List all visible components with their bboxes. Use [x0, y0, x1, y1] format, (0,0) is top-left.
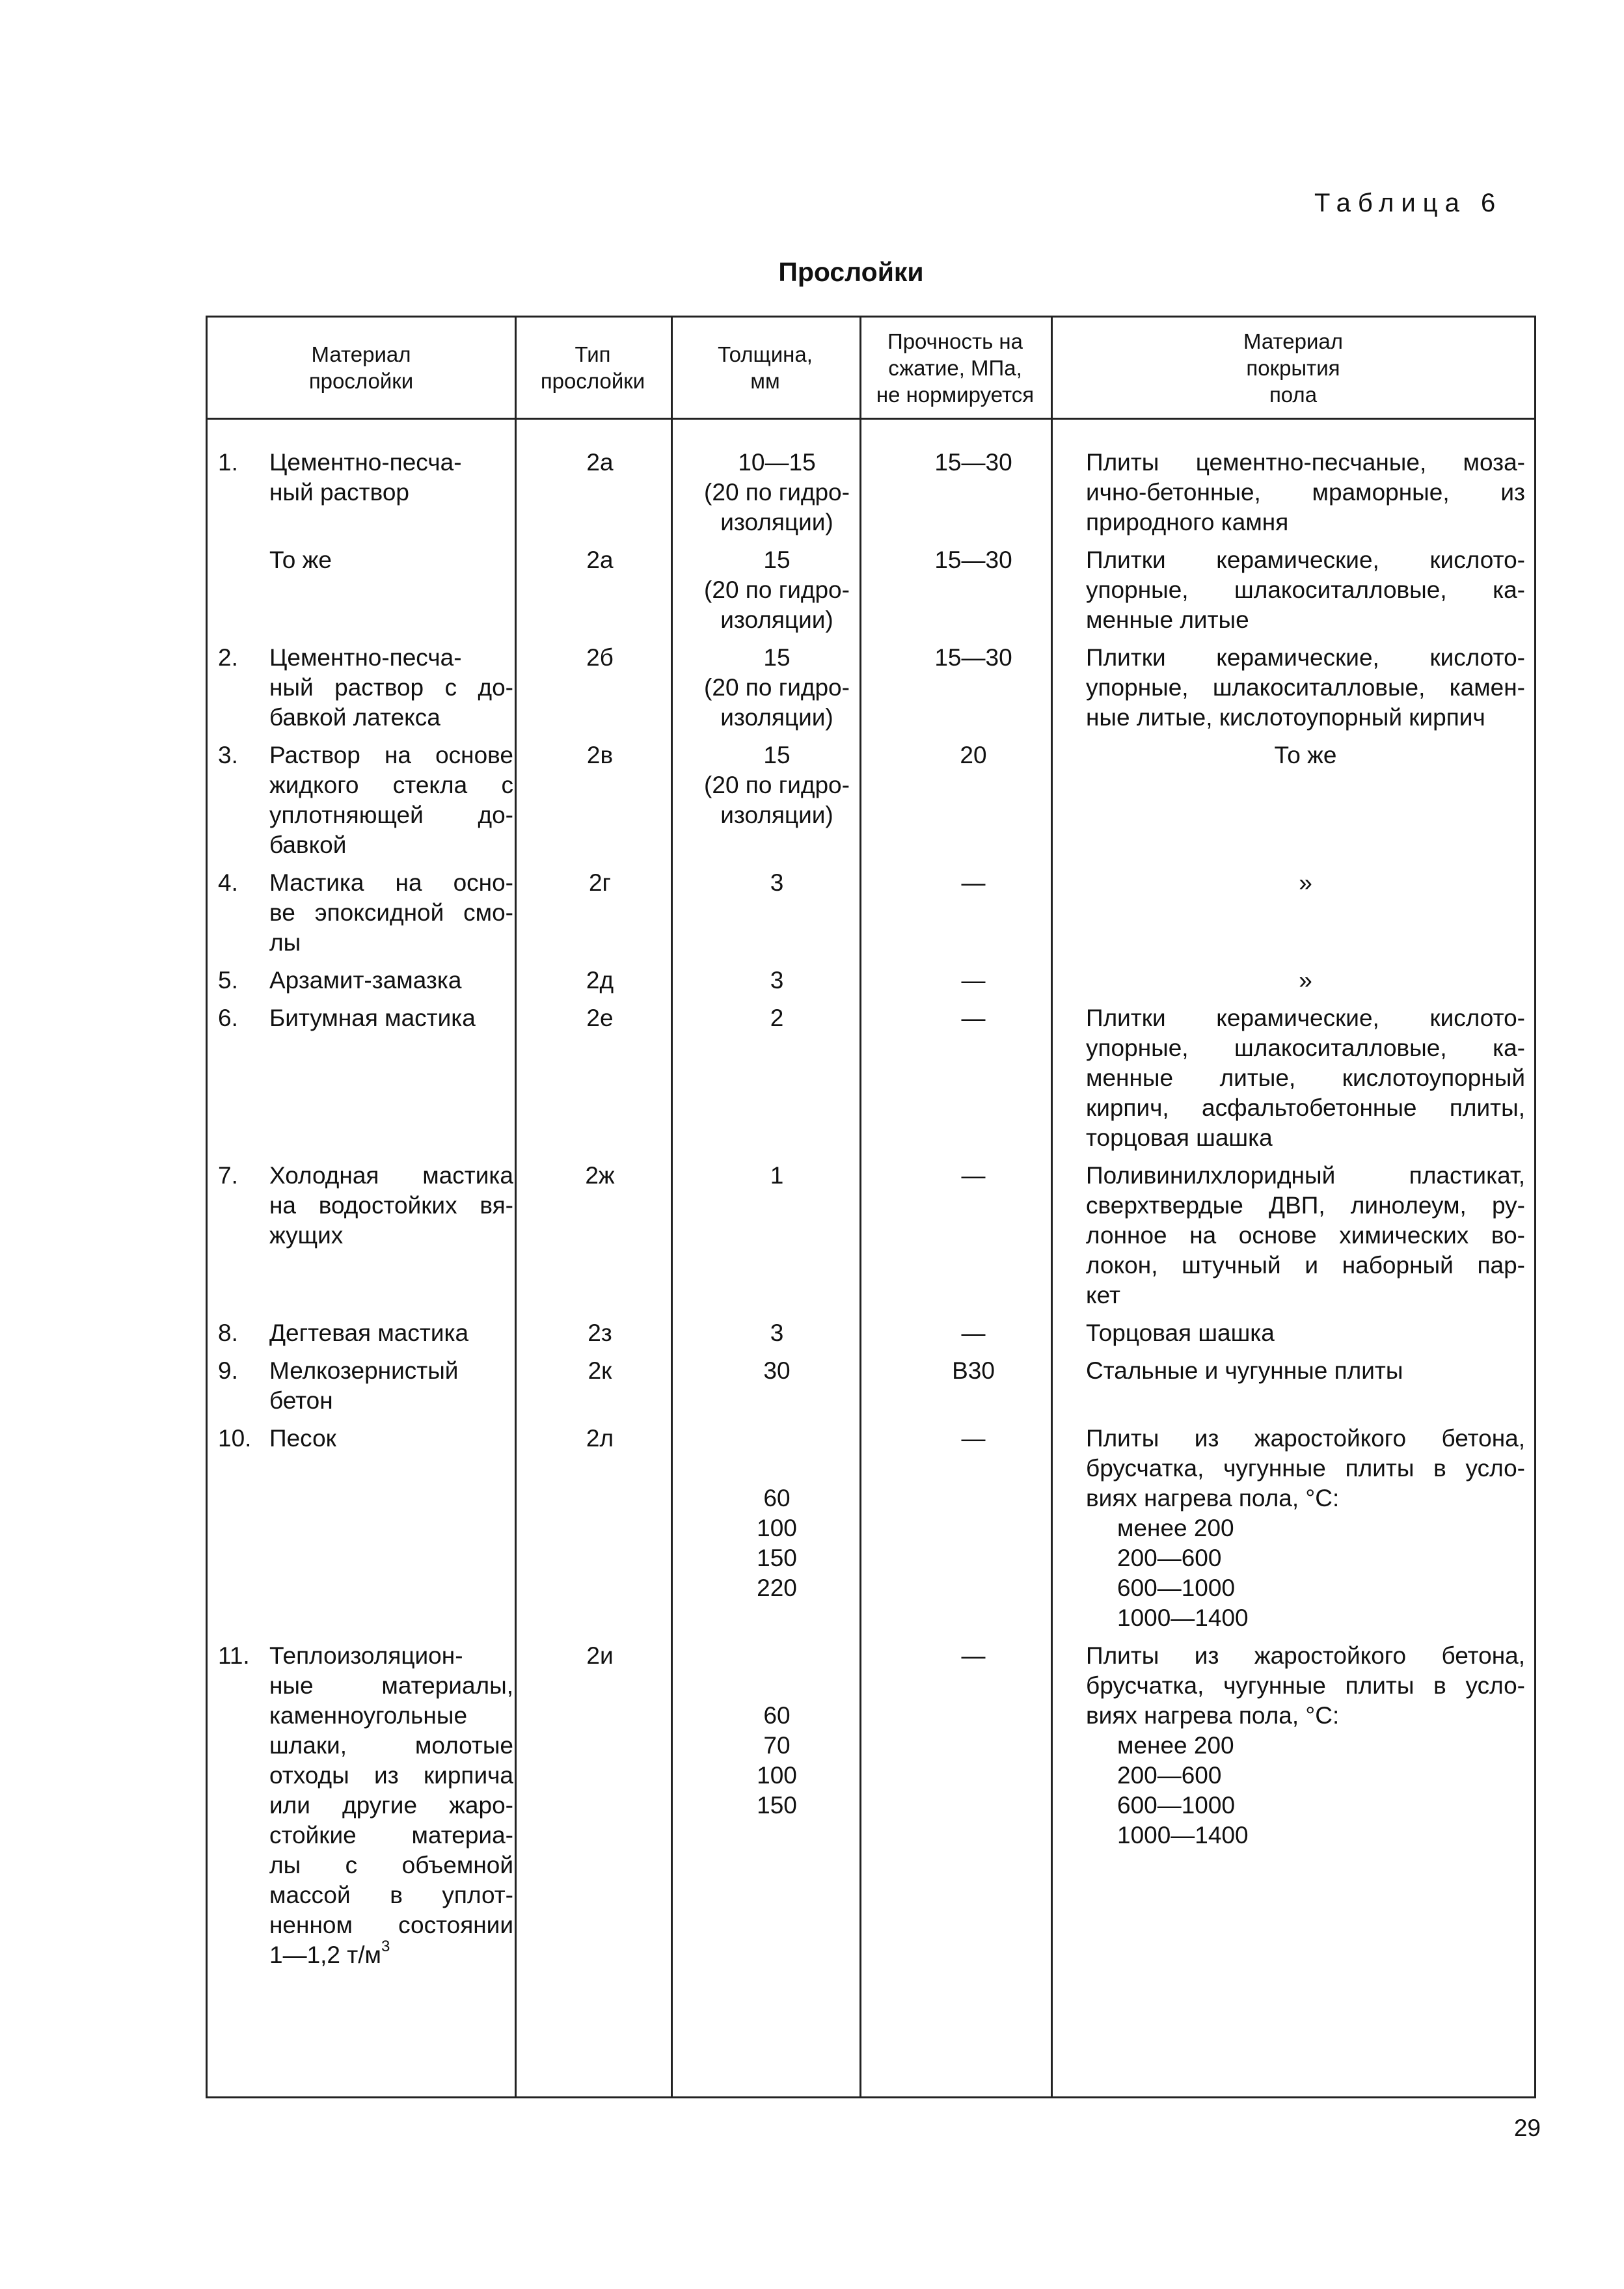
material-line: бавкой: [269, 832, 347, 858]
covering-line: 1000—1400: [1117, 1822, 1249, 1849]
covering-line: То же: [1274, 742, 1337, 768]
layer-thickness: [680, 740, 874, 830]
layer-material: [269, 1641, 513, 1970]
material-line: уплотняющей до-: [269, 802, 513, 828]
header-material: Материал прослойки: [308, 342, 414, 393]
layer-type: [522, 966, 677, 996]
layer-type: [522, 643, 677, 673]
material-line: То же: [269, 547, 332, 573]
layer-material: [269, 966, 513, 996]
floor-covering-material: [1086, 966, 1525, 996]
thickness-line: 15: [763, 547, 791, 573]
thickness-line: 60: [763, 1702, 791, 1729]
layer-material: [269, 1424, 513, 1454]
strength-text: —: [961, 1005, 986, 1031]
material-line: Песок: [269, 1425, 336, 1452]
material-line: ный раствор с до-: [269, 674, 513, 701]
type-text: 2а: [586, 547, 614, 573]
type-text: 2в: [586, 742, 614, 768]
strength-text: 15—30: [934, 644, 1012, 671]
material-line: Мелкозернистый: [269, 1357, 459, 1384]
row-number: [218, 1318, 257, 1348]
covering-line: локон, штучный и наборный пар-: [1086, 1252, 1525, 1279]
strength-text: 15—30: [934, 449, 1012, 476]
material-line: лы: [269, 929, 301, 956]
covering-line: Поливинилхлоридный пластикат,: [1086, 1162, 1525, 1189]
material-line: ненном состоянии: [269, 1912, 513, 1938]
row-number-text: 10.: [218, 1425, 252, 1452]
thickness-line: 60: [763, 1485, 791, 1511]
row-number: [218, 1161, 257, 1191]
row-number-text: 4.: [218, 869, 238, 896]
layer-material: [269, 1161, 513, 1251]
covering-line: кирпич, асфальтобетонные плиты,: [1086, 1094, 1525, 1121]
covering-line: 200—600: [1117, 1762, 1222, 1789]
covering-line: упорные, шлакоситалловые, ка-: [1086, 1035, 1525, 1061]
layer-type: [522, 1003, 677, 1033]
material-line: стойкие материа-: [269, 1822, 513, 1849]
covering-line: кет: [1086, 1282, 1120, 1308]
row-number-text: 1.: [218, 449, 238, 476]
layer-type: [522, 1641, 677, 1671]
thickness-line: (20 по гидро-: [704, 772, 850, 798]
covering-line: торцовая шашка: [1086, 1124, 1273, 1151]
column-divider: [515, 318, 517, 2096]
thickness-line: 30: [763, 1357, 791, 1384]
header-strength: Прочность на сжатие, МПа, не нормируется: [876, 329, 1035, 407]
material-line: 1—1,2 т/м: [269, 1942, 381, 1968]
layer-type: [522, 545, 677, 575]
compressive-strength: [876, 643, 1070, 673]
layer-thickness: [680, 1318, 874, 1348]
covering-line: Плиты из жаростойкого бетона,: [1086, 1642, 1525, 1669]
covering-line: сверхтвердые ДВП, линолеум, ру-: [1086, 1192, 1525, 1219]
type-text: 2л: [586, 1425, 614, 1452]
strength-text: 20: [960, 742, 987, 768]
compressive-strength: [876, 966, 1070, 996]
thickness-line: 15: [763, 742, 791, 768]
header-thickness: Толщина, мм: [718, 342, 813, 393]
type-text: 2г: [588, 869, 612, 896]
type-text: 2а: [586, 449, 614, 476]
type-text: 2д: [586, 967, 614, 994]
strength-text: В30: [952, 1357, 995, 1384]
covering-line: менные литые: [1086, 606, 1249, 633]
row-number: [218, 868, 257, 898]
layer-type: [522, 1356, 677, 1386]
layer-material: [269, 1318, 513, 1348]
layer-thickness: [680, 1641, 874, 1821]
thickness-line: 10—15: [738, 449, 816, 476]
covering-line: ные литые, кислотоупорный кирпич: [1086, 704, 1485, 731]
covering-line: »: [1299, 869, 1312, 896]
layer-material: [269, 740, 513, 860]
floor-covering-material: [1086, 545, 1525, 635]
material-line: ные материалы,: [269, 1672, 513, 1699]
thickness-line: 100: [757, 1762, 797, 1789]
strength-text: —: [961, 869, 986, 896]
layers-table: [206, 316, 1536, 2098]
material-line: Цементно-песча-: [269, 644, 462, 671]
thickness-line: 15: [763, 644, 791, 671]
covering-line: лонное на основе химических во-: [1086, 1222, 1525, 1249]
thickness-line: 70: [763, 1732, 791, 1759]
covering-line: Плитки керамические, кислото-: [1086, 547, 1525, 573]
covering-line: 600—1000: [1117, 1575, 1236, 1601]
material-line: ве эпоксидной смо-: [269, 899, 513, 926]
row-number-text: 2.: [218, 644, 238, 671]
material-line: шлаки, молотые: [269, 1732, 513, 1759]
row-number: [218, 448, 257, 478]
compressive-strength: [876, 1318, 1070, 1348]
compressive-strength: [876, 1641, 1070, 1671]
material-line: или другие жаро-: [269, 1792, 513, 1819]
floor-covering-material: [1086, 1318, 1525, 1348]
covering-line: 1000—1400: [1117, 1605, 1249, 1631]
layer-material: [269, 868, 513, 958]
strength-text: —: [961, 1642, 986, 1669]
floor-covering-material: [1086, 1641, 1525, 1850]
covering-line: менные литые, кислотоупорный: [1086, 1064, 1525, 1091]
row-number-text: 9.: [218, 1357, 238, 1384]
thickness-line: (20 по гидро-: [704, 674, 850, 701]
layer-type: [522, 1161, 677, 1191]
covering-line: Плиты цементно-песчаные, моза-: [1086, 449, 1525, 476]
material-line: жущих: [269, 1222, 344, 1249]
row-number-text: 6.: [218, 1005, 238, 1031]
thickness-line: изоляции): [720, 509, 833, 535]
compressive-strength: [876, 1424, 1070, 1454]
layer-material: [269, 545, 513, 575]
layer-type: [522, 448, 677, 478]
material-line: жидкого стекла с: [269, 772, 513, 798]
material-line: Арзамит-замазка: [269, 967, 462, 994]
covering-line: 600—1000: [1117, 1792, 1236, 1819]
covering-line: Плитки керамические, кислото-: [1086, 644, 1525, 671]
layer-type: [522, 868, 677, 898]
row-number: [218, 1003, 257, 1033]
type-text: 2б: [586, 644, 614, 671]
covering-line: менее 200: [1117, 1515, 1234, 1541]
thickness-line: [680, 1671, 874, 1701]
covering-line: брусчатка, чугунные плиты в усло-: [1086, 1672, 1525, 1699]
covering-line: упорные, шлакоситалловые, камен-: [1086, 674, 1525, 701]
thickness-line: 150: [757, 1545, 797, 1571]
material-line: отходы из кирпича: [269, 1762, 513, 1789]
layer-thickness: [680, 545, 874, 635]
compressive-strength: [876, 1356, 1070, 1386]
layer-thickness: [680, 868, 874, 898]
row-number: [218, 740, 257, 770]
row-number: [218, 1356, 257, 1386]
strength-text: 15—30: [934, 547, 1012, 573]
column-divider: [671, 318, 673, 2096]
type-text: 2к: [588, 1357, 612, 1384]
thickness-line: 3: [770, 1320, 784, 1346]
thickness-line: изоляции): [720, 704, 833, 731]
type-text: 2з: [588, 1320, 612, 1346]
thickness-line: 3: [770, 869, 784, 896]
thickness-line: 2: [770, 1005, 784, 1031]
layer-material: [269, 1003, 513, 1033]
row-number-text: 7.: [218, 1162, 238, 1189]
floor-covering-material: [1086, 643, 1525, 733]
header-type: Тип прослойки: [540, 342, 645, 393]
compressive-strength: [876, 740, 1070, 770]
floor-covering-material: [1086, 448, 1525, 537]
floor-covering-material: [1086, 1161, 1525, 1310]
type-text: 2е: [586, 1005, 614, 1031]
page-number: 29: [1513, 2115, 1541, 2141]
material-line: лы с объемной: [269, 1852, 513, 1878]
floor-covering-material: [1086, 740, 1525, 770]
type-text: 2и: [586, 1642, 614, 1669]
covering-line: брусчатка, чугунные плиты в усло-: [1086, 1455, 1525, 1482]
thickness-line: 100: [757, 1515, 797, 1541]
row-number-text: 3.: [218, 742, 238, 768]
layer-thickness: [680, 643, 874, 733]
layer-type: [522, 1424, 677, 1454]
floor-covering-material: [1086, 1003, 1525, 1153]
covering-line: менее 200: [1117, 1732, 1234, 1759]
covering-line: виях нагрева пола, °С:: [1086, 1485, 1340, 1511]
layer-material: [269, 643, 513, 733]
thickness-line: [680, 1454, 874, 1483]
thickness-line: 3: [770, 967, 784, 994]
covering-line: Торцовая шашка: [1086, 1320, 1275, 1346]
compressive-strength: [876, 1003, 1070, 1033]
layer-thickness: [680, 966, 874, 996]
floor-covering-material: [1086, 1424, 1525, 1633]
layer-material: [269, 1356, 513, 1416]
floor-covering-material: [1086, 1356, 1525, 1386]
covering-line: »: [1299, 967, 1312, 994]
covering-line: Плиты из жаростойкого бетона,: [1086, 1425, 1525, 1452]
strength-text: —: [961, 1425, 986, 1452]
material-line: [269, 1940, 513, 1970]
thickness-line: 1: [770, 1162, 784, 1189]
material-line: бавкой латекса: [269, 704, 440, 731]
compressive-strength: [876, 868, 1070, 898]
material-line: Дегтевая мастика: [269, 1320, 469, 1346]
layer-thickness: [680, 1424, 874, 1603]
layer-thickness: [680, 1161, 874, 1191]
table-label: Таблица 6: [1314, 189, 1503, 217]
header-divider: [208, 418, 1534, 420]
row-number: [218, 643, 257, 673]
material-line: массой в уплот-: [269, 1882, 513, 1908]
material-line: Холодная мастика: [269, 1162, 513, 1189]
compressive-strength: [876, 545, 1070, 575]
row-number: [218, 1641, 257, 1671]
table-title: Прослойки: [778, 257, 924, 287]
covering-line: Плитки керамические, кислото-: [1086, 1005, 1525, 1031]
strength-text: —: [961, 1162, 986, 1189]
material-line: бетон: [269, 1387, 333, 1414]
row-number-text: 11.: [218, 1642, 250, 1669]
material-line: ный раствор: [269, 479, 409, 506]
covering-line: виях нагрева пола, °С:: [1086, 1702, 1340, 1729]
layer-thickness: [680, 1003, 874, 1033]
covering-line: упорные, шлакоситалловые, ка-: [1086, 576, 1525, 603]
material-line: Битумная мастика: [269, 1005, 476, 1031]
unit-superscript: 3: [381, 1938, 390, 1955]
thickness-line: изоляции): [720, 802, 833, 828]
floor-covering-material: [1086, 868, 1525, 898]
row-number-text: 5.: [218, 967, 238, 994]
compressive-strength: [876, 448, 1070, 478]
covering-line: Стальные и чугунные плиты: [1086, 1357, 1403, 1384]
header-covering: Материал покрытия пола: [1243, 329, 1343, 407]
thickness-line: 150: [757, 1792, 797, 1819]
type-text: 2ж: [585, 1162, 615, 1189]
layer-thickness: [680, 1356, 874, 1386]
material-line: Цементно-песча-: [269, 449, 462, 476]
layer-thickness: [680, 448, 874, 537]
thickness-line: [680, 1641, 874, 1671]
material-line: Теплоизоляцион-: [269, 1642, 463, 1669]
row-number: [218, 966, 257, 996]
material-line: на водостойких вя-: [269, 1192, 513, 1219]
material-line: Мастика на осно-: [269, 869, 513, 896]
covering-line: 200—600: [1117, 1545, 1222, 1571]
thickness-line: [680, 1424, 874, 1454]
thickness-line: (20 по гидро-: [704, 479, 850, 506]
compressive-strength: [876, 1161, 1070, 1191]
row-number-text: 8.: [218, 1320, 238, 1346]
thickness-line: (20 по гидро-: [704, 576, 850, 603]
layer-type: [522, 1318, 677, 1348]
thickness-line: 220: [757, 1575, 797, 1601]
layer-material: [269, 448, 513, 508]
column-divider: [1051, 318, 1053, 2096]
strength-text: —: [961, 967, 986, 994]
row-number: [218, 1424, 257, 1454]
layer-type: [522, 740, 677, 770]
material-line: Раствор на основе: [269, 742, 513, 768]
covering-line: ично-бетонные, мраморные, из: [1086, 479, 1525, 506]
thickness-line: изоляции): [720, 606, 833, 633]
strength-text: —: [961, 1320, 986, 1346]
covering-line: природного камня: [1086, 509, 1289, 535]
material-line: каменноугольные: [269, 1702, 468, 1729]
